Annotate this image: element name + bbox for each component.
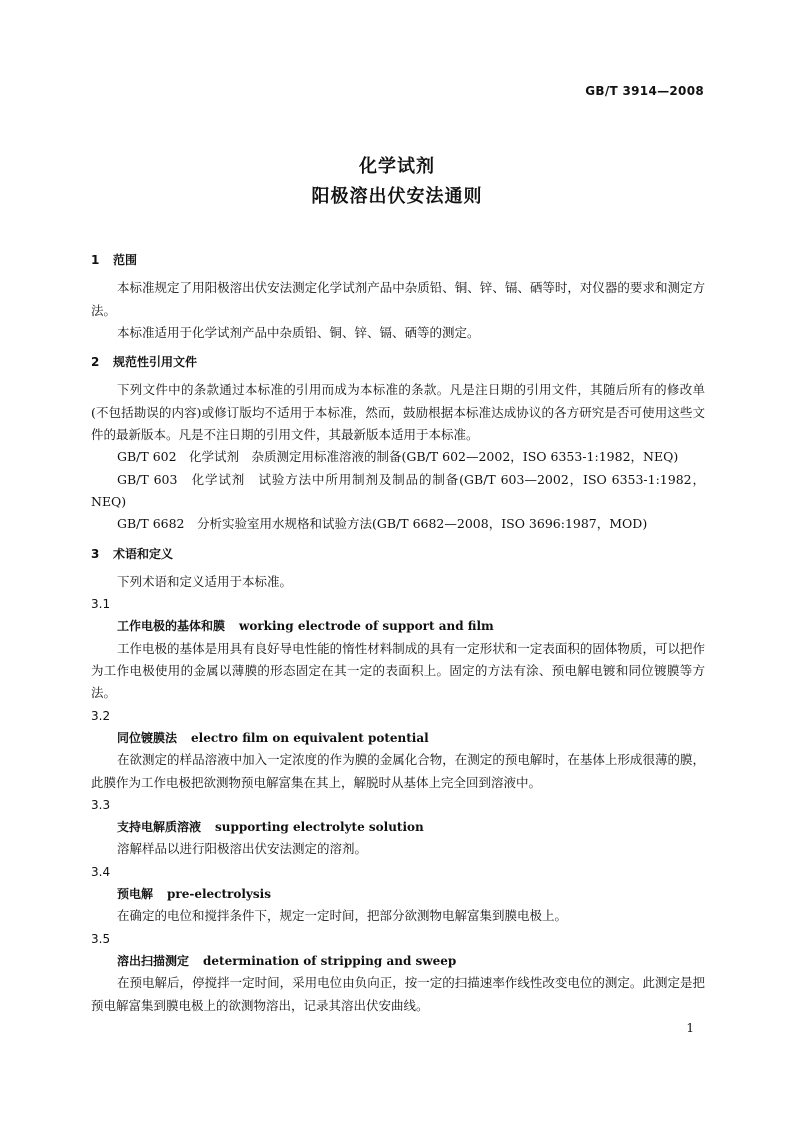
section-title: 规范性引用文件 (113, 355, 198, 370)
paragraph: 本标准适用于化学试剂产品中杂质铅、铜、锌、镉、硒等的测定。 (117, 324, 480, 340)
term-zh: 溶出扫描测定 (117, 953, 190, 968)
term-heading (91, 950, 705, 972)
term-heading (91, 816, 705, 838)
clause-number: 3.5 (91, 931, 111, 946)
section-heading-scope (91, 249, 705, 271)
term-definition: 工作电极的基体是用具有良好导电性能的惰性材料制成的具有一定形状和一定表面积的固体物质，可以把作为工作电极使用的金属以薄膜的形态固定在其一定的表面积上。固定的方法有涂、预电解电镀和同位镀膜等方法。 (91, 640, 705, 701)
section-heading-terms-definitions (91, 543, 705, 565)
reference-item: GB/T 602 化学试剂 杂质测定用标准溶液的制备(GB/T 602—2002，ISO 6353-1:1982，NEQ) (117, 449, 679, 465)
document-title-line2: 阳极溶出伏安法通则 (311, 186, 483, 207)
term-en: pre-electrolysis (167, 887, 271, 902)
section-heading-normative-references (91, 351, 705, 373)
clause-number: 3.3 (91, 797, 111, 812)
term-heading (91, 615, 705, 637)
term-en: determination of stripping and sweep (203, 953, 457, 968)
standard-code: GB/T 3914—2008 (585, 84, 704, 98)
section-number: 1 (91, 253, 100, 267)
term-zh: 同位镀膜法 (117, 730, 178, 745)
term-zh: 预电解 (117, 887, 154, 902)
paragraph: 下列文件中的条款通过本标准的引用而成为本标准的条款。凡是注日期的引用文件，其随后所有的修改单(不包括勘误的内容)或修订版均不适用于本标准，然而，鼓励根据本标准达成协议的各方研究是否可使用这些文件的最新版本。凡是不注日期的引用文件，其最新版本适用于本标准。 (91, 382, 705, 443)
term-en: supporting electrolyte solution (215, 820, 424, 835)
page-number: 1 (686, 1021, 694, 1035)
section-number: 3 (91, 546, 100, 561)
reference-item: GB/T 6682 分析实验室用水规格和试验方法(GB/T 6682—2008，ISO 3696:1987，MOD) (117, 516, 648, 532)
term-zh: 工作电极的基体和膜 (117, 619, 226, 634)
term-zh: 支持电解质溶液 (117, 820, 202, 835)
clause-number: 3.2 (91, 708, 111, 723)
clause-number: 3.4 (91, 864, 111, 879)
paragraph: 本标准规定了用阳极溶出伏安法测定化学试剂产品中杂质铅、铜、锌、镉、硒等时，对仪器的要求和测定方法。 (91, 280, 705, 318)
document-title-line1: 化学试剂 (359, 156, 435, 177)
term-definition: 溶解样品以进行阳极溶出伏安法测定的溶剂。 (117, 841, 368, 857)
section-number: 2 (91, 355, 100, 370)
document-body (91, 248, 705, 1017)
term-definition: 在确定的电位和搅拌条件下，规定一定时间，把部分欲测物电解富集到膜电极上。 (117, 908, 568, 924)
reference-item: GB/T 603 化学试剂 试验方法中所用制剂及制品的制备(GB/T 603—2002，ISO 6353-1:1982，NEQ) (91, 471, 705, 509)
term-definition: 在欲测定的样品溶液中加入一定浓度的作为膜的金属化合物，在测定的预电解时，在基体上形成很薄的膜，此膜作为工作电极把欲测物预电解富集在其上，解脱时从基体上完全回到溶液中。 (91, 752, 705, 790)
section-title: 术语和定义 (113, 546, 174, 561)
paragraph: 下列术语和定义适用于本标准。 (117, 573, 293, 589)
term-definition: 在预电解后，停搅拌一定时间，采用电位由负向正，按一定的扫描速率作线性改变电位的测定。此测定是把预电解富集到膜电极上的欲测物溶出，记录其溶出伏安曲线。 (91, 975, 705, 1013)
term-en: working electrode of support and film (239, 619, 494, 634)
term-heading (91, 883, 705, 905)
term-en: electro film on equivalent potential (191, 730, 429, 745)
section-title: 范围 (113, 253, 138, 267)
term-heading (91, 727, 705, 749)
clause-number: 3.1 (91, 597, 111, 612)
